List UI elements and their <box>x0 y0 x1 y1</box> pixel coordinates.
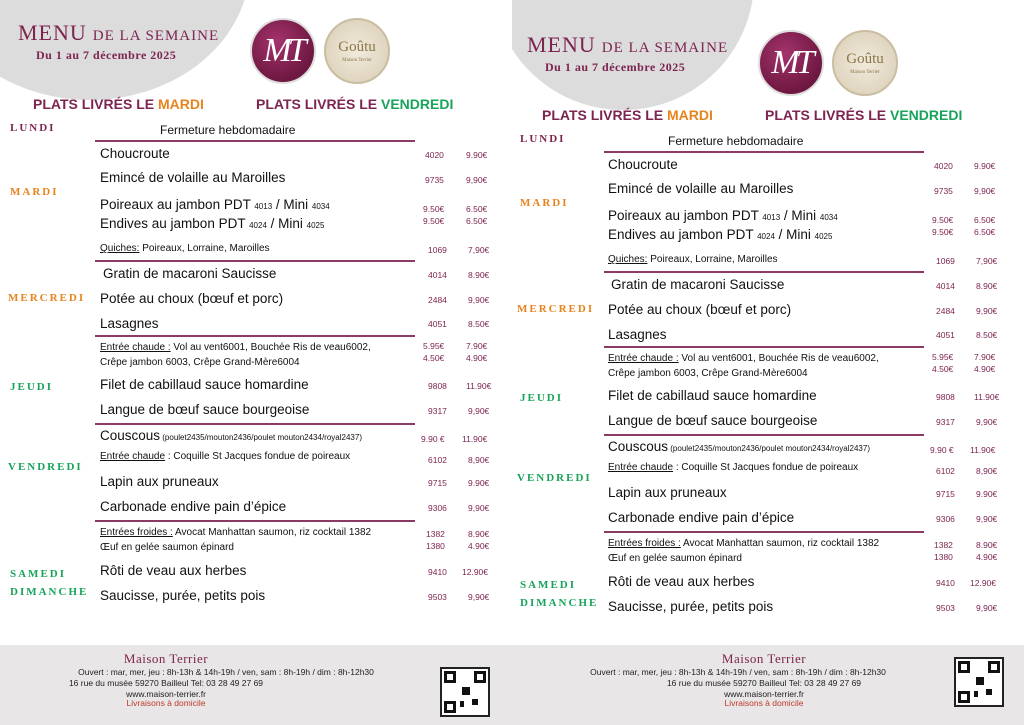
day-mercredi: MERCREDI <box>8 292 86 304</box>
header-title <box>527 32 728 75</box>
dish-couscous: Couscous (poulet2435/mouton2436/poulet mouton2434/royal2437) <box>608 439 870 454</box>
divider <box>95 423 415 425</box>
day-samedi: SAMEDI <box>520 579 577 591</box>
menu-dates: Du 1 au 7 décembre 2025 <box>545 60 686 74</box>
day-jeudi: JEUDI <box>10 381 54 393</box>
website-link[interactable]: www.maison-terrier.fr <box>724 689 804 699</box>
divider <box>95 520 415 522</box>
dish-langue: Langue de bœuf sauce bourgeoise <box>608 413 818 428</box>
footer <box>0 645 512 725</box>
mt-logo: MT <box>758 30 824 96</box>
brand-name: Maison Terrier <box>721 651 807 666</box>
qr-code[interactable] <box>954 657 1004 707</box>
dish-coquille: Entrée chaude : Coquille St Jacques fondue de poireaux <box>100 451 351 462</box>
delivery-note: Livraisons à domicile <box>724 698 804 708</box>
dish-carbonade: Carbonade endive pain d’épice <box>100 499 287 514</box>
dish-lasagnes: Lasagnes <box>608 327 667 342</box>
dish-lasagnes: Lasagnes <box>100 316 159 331</box>
dish-lapin: Lapin aux pruneaux <box>100 474 219 489</box>
menu-panel-right: MENU DE LA SEMAINE Du 1 au 7 décembre 2025 MT Goûtu Maison Terrier PLATS LIVRÉS LE MARDI PLATS LIVRÉS LE VENDREDI LUNDI MARDI MERCREDI JEUDI VENDREDI SAMEDI DIMANCHE Fermeture hebdomadaire Choucroute 4020 9.90€ Emincé de volaille au Maroilles 9735 9,90€ Poireaux au jambon PDT 4013 / Mini 4034 9.50€ 6.50€ Endives au jambon PDT 4024 / Mini 4025 9.50€ 6.50€ Quiches: Poireaux, Lorraine, Maroilles 1069 7,90€ Gratin de macaroni Saucisse 4014 8.90€ Potée au choux (bœuf et porc) 2484 9,90€ Lasagnes 4051 8.50€ Entrée chaude : Vol au vent6001, Bouchée Ris de veau6002, Crêpe jambon 6003, Crêpe Grand-Mère6004 5.95€ 7.90€ 4.50€ 4.90€ Filet de cabillaud sauce homardine 9808 11.90€ Langue de bœuf sauce bourgeoise 9317 9,90€ Couscous (poulet2435/mouton2436/poulet mouton2434/royal2437) 9.90 € 11.90€ Entrée chaude : Coquille St Jacques fondue de poireaux 6102 8,90€ Lapin aux pruneaux 9715 9.90€ Carbonade endive pain d’épice 9306 9,90€ Entrées froides : Avocat Manhattan saumon, riz cocktail 1382 Œuf en gelée saumon épinard 1382 8.90€ 1380 4.90€ Rôti de veau aux herbes 9410 12.90€ Saucisse, purée, petits pois 9503 9,90€ Maison Terrier Ouvert : mar, mer, jeu : 8h-13h & 14h-19h / ven, sam : 8h-19h / dim : 8h-12h30 16 rue du musée 59270 Bailleul Tel: 03 28 49 27 69 www.maison-terrier.fr Livraisons à domicile <box>512 0 1024 725</box>
dish-oeuf-gelee: Œuf en gelée saumon épinard <box>100 542 234 553</box>
dish-entree-chaude-line2: Crêpe jambon 6003, Crêpe Grand-Mère6004 <box>608 368 808 379</box>
day-mercredi: MERCREDI <box>517 303 595 315</box>
dish-coquille: Entrée chaude : Coquille St Jacques fondue de poireaux <box>608 462 859 473</box>
day-dimanche: DIMANCHE <box>520 597 599 609</box>
mt-logo: MT <box>250 18 316 84</box>
dish-potee: Potée au choux (bœuf et porc) <box>608 302 792 317</box>
dish-entrees-froides: Entrées froides : Avocat Manhattan saumon, riz cocktail 1382 <box>608 538 880 549</box>
qr-code[interactable] <box>440 667 490 717</box>
delivery-note: Livraisons à domicile <box>126 698 206 708</box>
day-lundi: LUNDI <box>10 122 56 134</box>
divider <box>604 531 924 533</box>
closure-notice: Fermeture hebdomadaire <box>668 134 804 148</box>
dish-entrees-froides: Entrées froides : Avocat Manhattan saumon, riz cocktail 1382 <box>100 527 372 538</box>
dish-roti: Rôti de veau aux herbes <box>608 574 755 589</box>
goutu-logo: Goûtu Maison Terrier <box>324 18 390 84</box>
dish-quiches: Quiches: Poireaux, Lorraine, Maroilles <box>100 243 270 254</box>
dish-choucroute: Choucroute <box>100 146 170 161</box>
dish-emince: Emincé de volaille au Maroilles <box>100 170 286 185</box>
menu-subtitle: DE LA SEMAINE <box>92 28 220 44</box>
dish-roti: Rôti de veau aux herbes <box>100 563 247 578</box>
address: 16 rue du musée 59270 Bailleul Tel: 03 28 49 27 69 <box>68 678 264 688</box>
goutu-logo: Goûtu Maison Terrier <box>832 30 898 96</box>
dish-langue: Langue de bœuf sauce bourgeoise <box>100 402 310 417</box>
dish-poireaux: Poireaux au jambon PDT 4013 / Mini 4034 <box>608 208 838 223</box>
divider <box>604 151 924 153</box>
divider <box>604 434 924 436</box>
menu-word: MENU <box>18 20 87 45</box>
dish-cabillaud: Filet de cabillaud sauce homardine <box>100 377 309 392</box>
day-samedi: SAMEDI <box>10 568 67 580</box>
day-jeudi: JEUDI <box>520 392 564 404</box>
divider <box>95 140 415 142</box>
menu-word: MENU <box>527 32 596 57</box>
opening-hours: Ouvert : mar, mer, jeu : 8h-13h & 14h-19h / ven, sam : 8h-19h / dim : 8h-12h30 <box>590 667 886 677</box>
closure-notice: Fermeture hebdomadaire <box>160 123 296 137</box>
day-dimanche: DIMANCHE <box>10 586 89 598</box>
day-lundi: LUNDI <box>520 133 566 145</box>
dish-gratin: Gratin de macaroni Saucisse <box>611 277 785 292</box>
dish-endives: Endives au jambon PDT 4024 / Mini 4025 <box>100 216 325 231</box>
dish-entree-chaude: Entrée chaude : Vol au vent6001, Bouchée Ris de veau6002, <box>100 342 371 353</box>
dish-quiches: Quiches: Poireaux, Lorraine, Maroilles <box>608 254 778 265</box>
header-title <box>18 20 219 63</box>
dish-cabillaud: Filet de cabillaud sauce homardine <box>608 388 817 403</box>
dish-gratin: Gratin de macaroni Saucisse <box>103 266 277 281</box>
dish-choucroute: Choucroute <box>608 157 678 172</box>
footer <box>512 645 1024 725</box>
divider <box>604 346 924 348</box>
dish-endives: Endives au jambon PDT 4024 / Mini 4025 <box>608 227 833 242</box>
address: 16 rue du musée 59270 Bailleul Tel: 03 28 49 27 69 <box>666 678 862 688</box>
dish-oeuf-gelee: Œuf en gelée saumon épinard <box>608 553 742 564</box>
dish-lapin: Lapin aux pruneaux <box>608 485 727 500</box>
dish-saucisse: Saucisse, purée, petits pois <box>100 588 266 603</box>
divider <box>604 271 924 273</box>
menu-panel-left: MENU DE LA SEMAINE Du 1 au 7 décembre 2025 MT Goûtu Maison Terrier PLATS LIVRÉS LE MARDI PLATS LIVRÉS LE VENDREDI LUNDI MARDI MERCREDI JEUDI VENDREDI SAMEDI DIMANCHE Fermeture hebdomadaire Choucroute 4020 9.90€ Emincé de volaille au Maroilles 9735 9,90€ Poireaux au jambon PDT 4013 / Mini 4034 9.50€ 6.50€ Endives au jambon PDT 4024 / Mini 4025 9.50€ 6.50€ Quiches: Poireaux, Lorraine, Maroilles 1069 7,90€ Gratin de macaroni Saucisse 4014 8.90€ Potée au choux (bœuf et porc) 2484 9,90€ Lasagnes 4051 8.50€ Entrée chaude : Vol au vent6001, Bouchée Ris de veau6002, Crêpe jambon 6003, Crêpe Grand-Mère6004 5.95€ 7.90€ 4.50€ 4.90€ Filet de cabillaud sauce homardine 9808 11.90€ Langue de bœuf sauce bourgeoise 9317 9,90€ Couscous (poulet2435/mouton2436/poulet mouton2434/royal2437) 9.90 € 11.90€ Entrée chaude : Coquille St Jacques fondue de poireaux 6102 8,90€ Lapin aux pruneaux 9715 9.90€ Carbonade endive pain d’épice 9306 9,90€ Entrées froides : Avocat Manhattan saumon, riz cocktail 1382 Œuf en gelée saumon épinard 1382 8.90€ 1380 4.90€ Rôti de veau aux herbes 9410 12.90€ Saucisse, purée, petits pois 9503 9,90€ Maison Terrier Ouvert : mar, mer, jeu : 8h-13h & 14h-19h / ven, sam : 8h-19h / dim : 8h-12h30 16 rue du musée 59270 Bailleul Tel: 03 28 49 27 69 www.maison-terrier.fr Livraisons à domicile <box>0 0 512 725</box>
menu-dates: Du 1 au 7 décembre 2025 <box>36 48 177 62</box>
dish-carbonade: Carbonade endive pain d’épice <box>608 510 795 525</box>
dish-entree-chaude: Entrée chaude : Vol au vent6001, Bouchée Ris de veau6002, <box>608 353 879 364</box>
day-mardi: MARDI <box>520 197 569 209</box>
dish-potee: Potée au choux (bœuf et porc) <box>100 291 284 306</box>
menu-subtitle: DE LA SEMAINE <box>601 40 729 56</box>
divider <box>95 260 415 262</box>
dish-couscous: Couscous (poulet2435/mouton2436/poulet mouton2434/royal2437) <box>100 428 362 443</box>
dish-saucisse: Saucisse, purée, petits pois <box>608 599 774 614</box>
opening-hours: Ouvert : mar, mer, jeu : 8h-13h & 14h-19h / ven, sam : 8h-19h / dim : 8h-12h30 <box>78 667 374 677</box>
website-link[interactable]: www.maison-terrier.fr <box>126 689 206 699</box>
dish-entree-chaude-line2: Crêpe jambon 6003, Crêpe Grand-Mère6004 <box>100 357 300 368</box>
dish-emince: Emincé de volaille au Maroilles <box>608 181 794 196</box>
day-vendredi: VENDREDI <box>517 472 592 484</box>
brand-name: Maison Terrier <box>123 651 209 666</box>
divider <box>95 335 415 337</box>
day-mardi: MARDI <box>10 186 59 198</box>
day-vendredi: VENDREDI <box>8 461 83 473</box>
dish-poireaux: Poireaux au jambon PDT 4013 / Mini 4034 <box>100 197 330 212</box>
